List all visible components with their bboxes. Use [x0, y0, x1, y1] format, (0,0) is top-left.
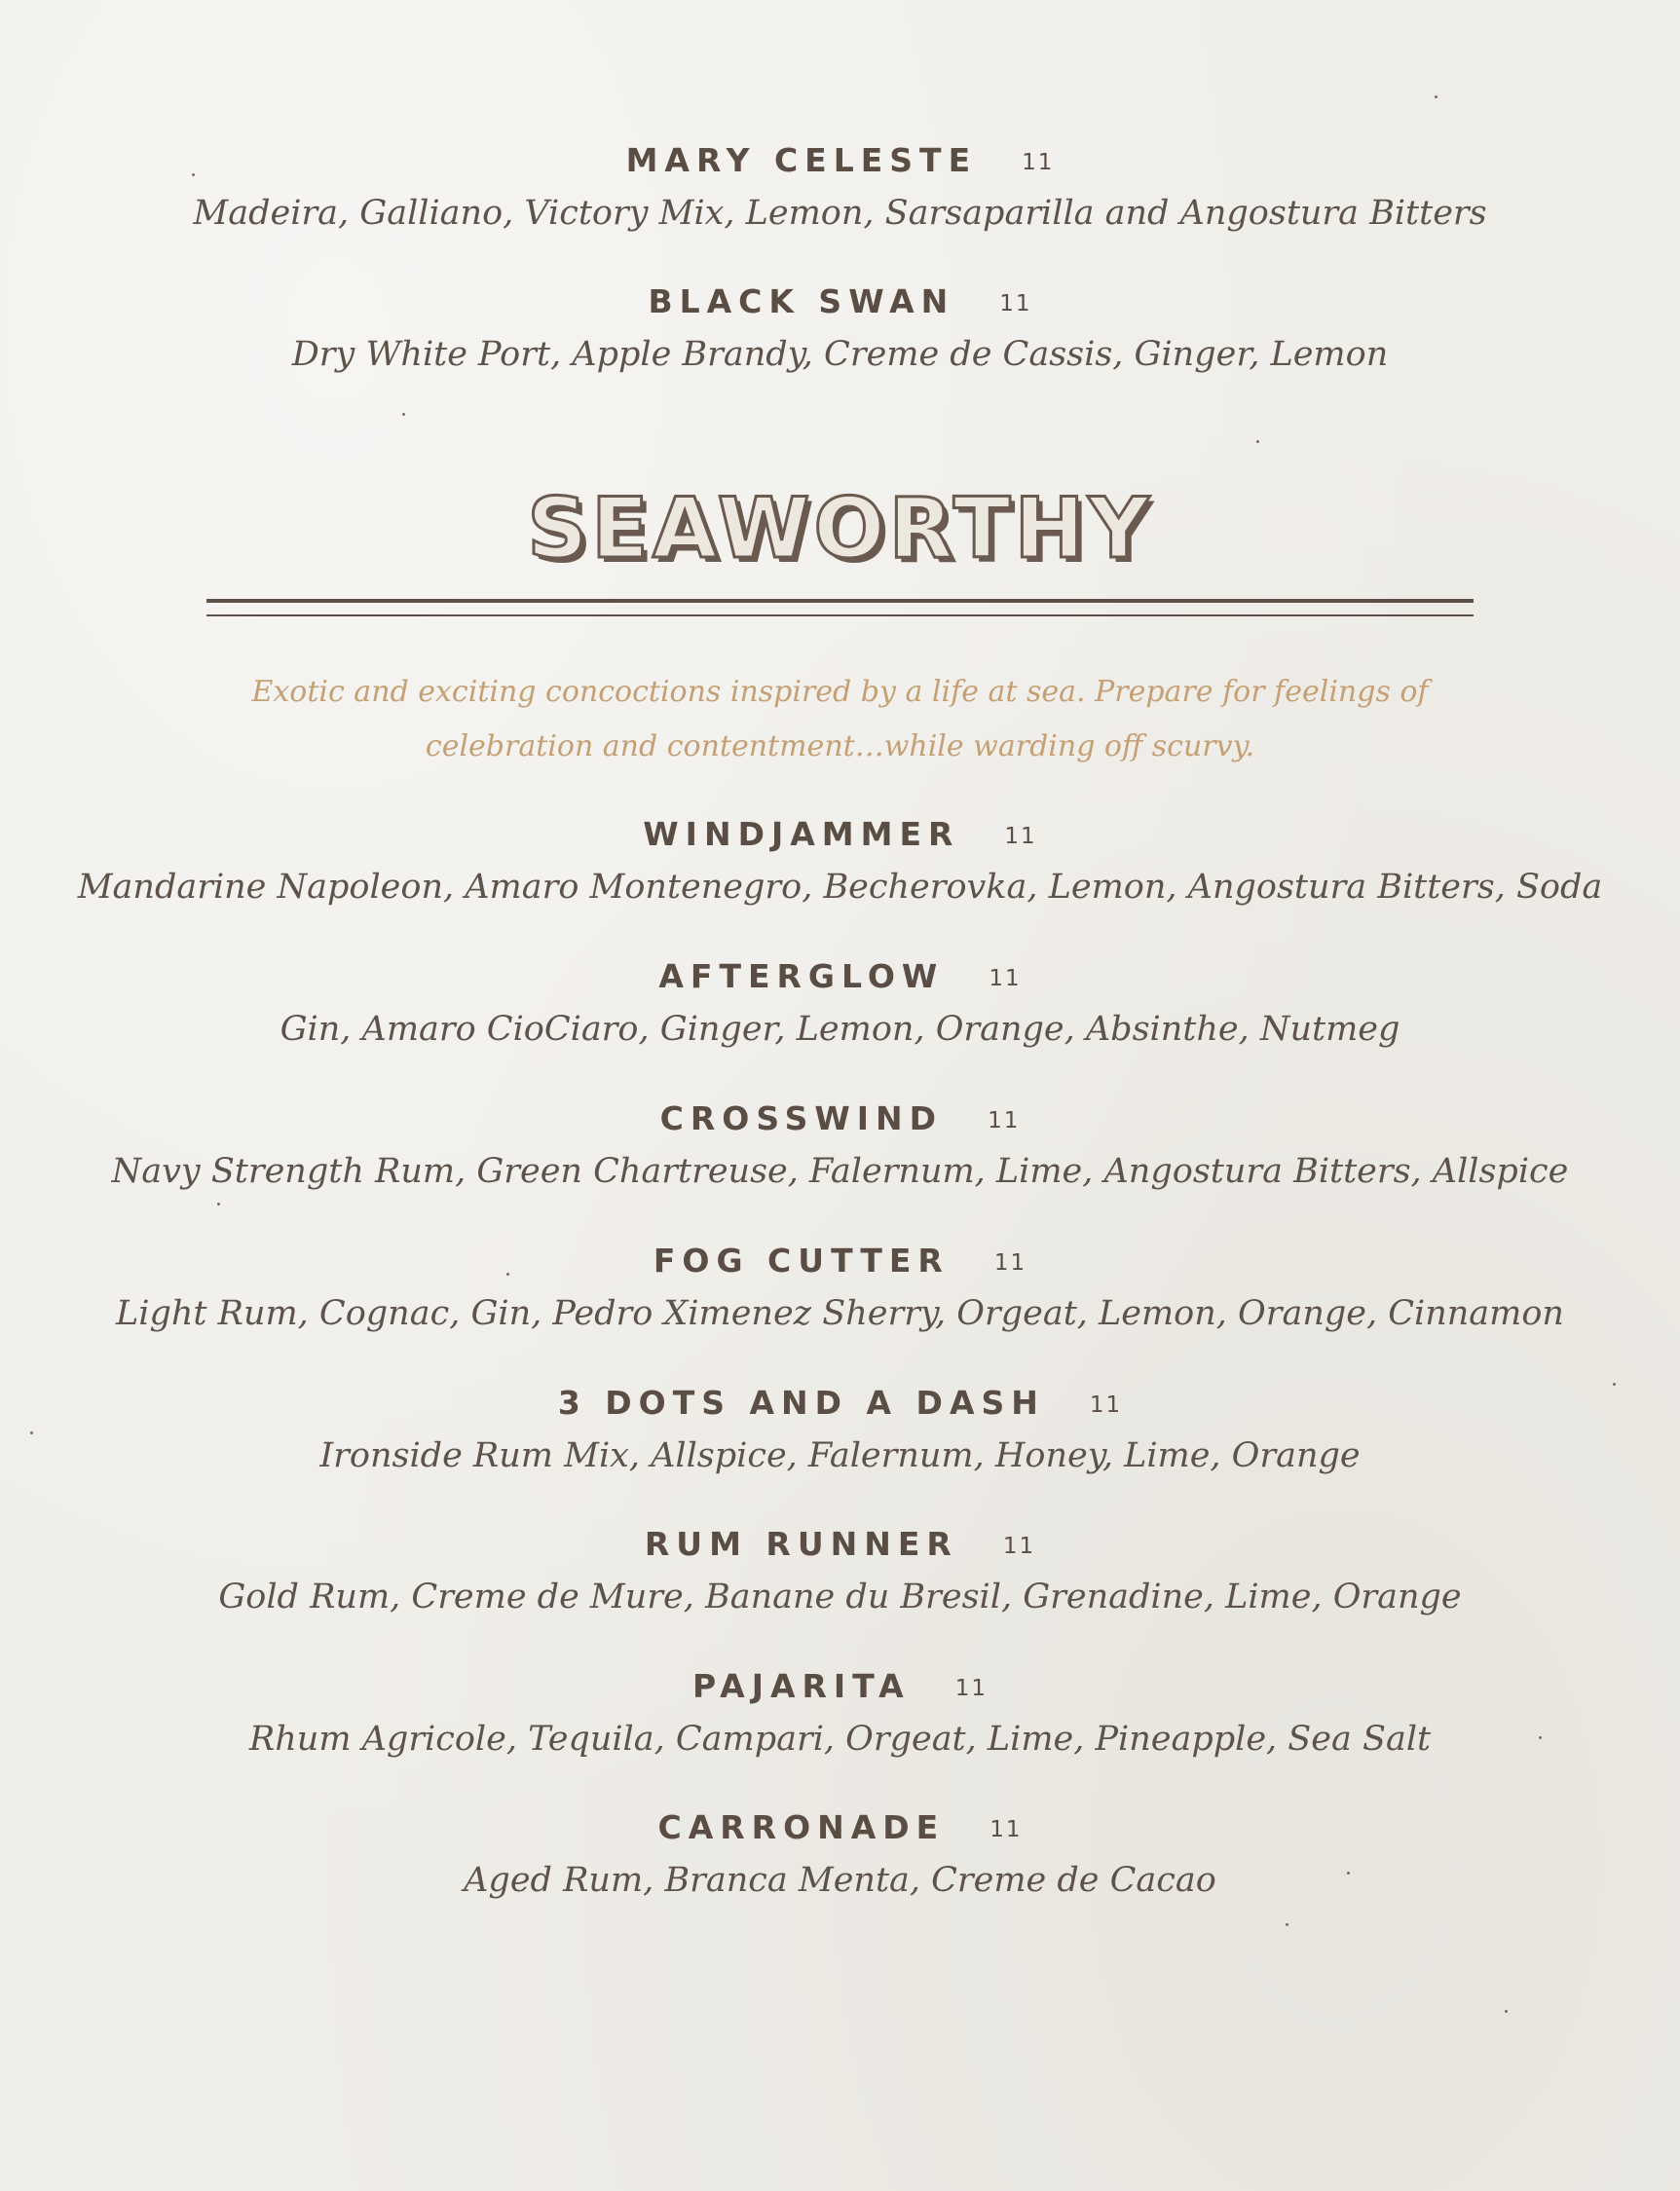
menu-item-header	[0, 278, 1680, 326]
menu-item-header	[0, 1520, 1680, 1569]
menu-item-name: AFTERGLOW	[658, 957, 945, 995]
menu-item	[0, 1237, 1680, 1342]
menu-item-name: MARY CELESTE	[625, 141, 978, 179]
menu-item-header	[0, 1803, 1680, 1852]
menu-item	[0, 1662, 1680, 1767]
menu-item-header	[0, 1379, 1680, 1428]
section-tagline: Exotic and exciting concoctions inspired by a life at sea. Prepare for feelings of celebration and contentment…while warding off scurvy.	[251, 675, 1429, 763]
section-title: SEAWORTHY	[527, 480, 1153, 577]
menu-item-description: Light Rum, Cognac, Gin, Pedro Ximenez Sherry, Orgeat, Lemon, Orange, Cinnamon	[116, 1294, 1564, 1333]
menu-item-name: RUM RUNNER	[644, 1525, 958, 1563]
menu-item-price: 11	[999, 291, 1032, 316]
menu-item-price: 11	[1089, 1393, 1123, 1418]
paper-speck	[1256, 440, 1259, 443]
menu-item	[0, 278, 1680, 383]
menu-item-price: 11	[993, 1250, 1027, 1276]
menu-item-header	[0, 952, 1680, 1001]
menu-item-description: Aged Rum, Branca Menta, Creme de Cacao	[464, 1861, 1216, 1900]
paper-speck	[1435, 95, 1437, 98]
menu-item-description: Ironside Rum Mix, Allspice, Falernum, Honey, Lime, Orange	[319, 1436, 1361, 1475]
menu-item-description: Gin, Amaro CioCiaro, Ginger, Lemon, Orange, Absinthe, Nutmeg	[280, 1010, 1400, 1049]
menu-item	[0, 1520, 1680, 1625]
section-divider	[206, 599, 1474, 603]
menu-item-description: Navy Strength Rum, Green Chartreuse, Falernum, Lime, Angostura Bitters, Allspice	[111, 1152, 1569, 1191]
menu-item-description: Rhum Agricole, Tequila, Campari, Orgeat, Lime, Pineapple, Sea Salt	[248, 1720, 1432, 1759]
menu-item-name: 3 DOTS AND A DASH	[557, 1384, 1045, 1422]
menu-item-description: Mandarine Napoleon, Amaro Montenegro, Becherovka, Lemon, Angostura Bitters, Soda	[77, 868, 1603, 907]
menu-item-price: 11	[1022, 150, 1055, 175]
menu-item-price: 11	[1004, 824, 1037, 849]
menu-item-header	[0, 1662, 1680, 1711]
section-divider	[206, 614, 1474, 616]
menu-item	[0, 1095, 1680, 1200]
menu-item-header	[0, 136, 1680, 185]
menu-item-price: 11	[954, 1676, 988, 1701]
menu-item-name: CARRONADE	[657, 1808, 946, 1846]
menu-item-description: Madeira, Galliano, Victory Mix, Lemon, Sarsaparilla and Angostura Bitters	[193, 194, 1487, 233]
menu-item-name: CROSSWIND	[659, 1099, 944, 1137]
menu-item-description: Gold Rum, Creme de Mure, Banane du Bresil, Grenadine, Lime, Orange	[218, 1578, 1462, 1616]
menu-item-header	[0, 1237, 1680, 1285]
menu-item-description: Dry White Port, Apple Brandy, Creme de Cassis, Ginger, Lemon	[291, 335, 1389, 374]
menu-item	[0, 1379, 1680, 1484]
menu-item-header	[0, 810, 1680, 859]
menu-item	[0, 952, 1680, 1058]
paper-speck	[402, 413, 405, 416]
menu-item-name: WINDJAMMER	[643, 815, 960, 853]
menu-item-price: 11	[1002, 1534, 1036, 1559]
menu-item-name: BLACK SWAN	[648, 282, 955, 320]
menu-item-price: 11	[989, 1817, 1023, 1842]
menu-item	[0, 136, 1680, 241]
paper-speck	[217, 1203, 220, 1206]
menu-item-name: PAJARITA	[692, 1667, 911, 1705]
paper-speck	[1505, 2010, 1508, 2013]
menu-item	[0, 810, 1680, 915]
menu-item-price: 11	[988, 1108, 1021, 1133]
menu-item-name: FOG CUTTER	[653, 1242, 950, 1280]
menu-item-header	[0, 1095, 1680, 1143]
paper-speck	[1286, 1923, 1288, 1926]
menu-item-price: 11	[989, 966, 1022, 991]
menu-item	[0, 1803, 1680, 1909]
